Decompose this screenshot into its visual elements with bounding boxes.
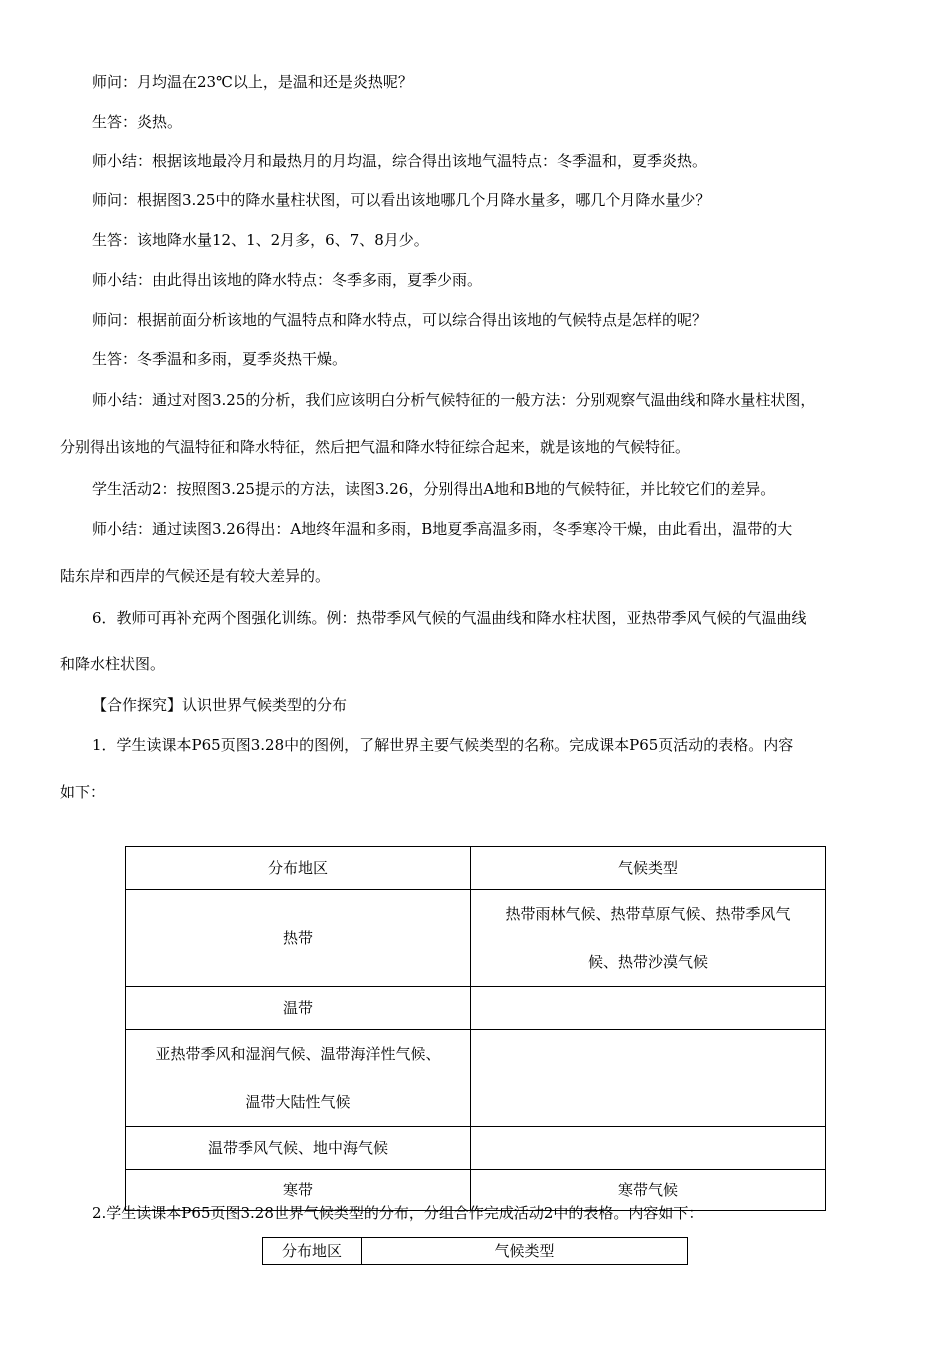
cell-line: 候、热带沙漠气候 [587, 953, 708, 971]
table-header-cell: 气候类型 [362, 1238, 688, 1265]
table-cell: 温带季风气候、地中海气候 [126, 1127, 471, 1170]
table-cell [471, 1030, 826, 1127]
table-cell: 寒带 [126, 1170, 471, 1211]
table-cell [126, 1030, 471, 1127]
paragraph: 师小结：由此得出该地的降水特点：冬季多雨，夏季少雨。 [92, 271, 483, 289]
paragraph: 师问：月均温在23℃以上，是温和还是炎热呢？ [92, 73, 413, 91]
paragraph: 师问：根据图3.25中的降水量柱状图，可以看出该地哪几个月降水量多，哪几个月降水量少？ [92, 191, 711, 209]
table-cell [471, 890, 826, 987]
paragraph: 生答：该地降水量12、1、2月多，6、7、8月少。 [92, 231, 429, 249]
climate-table-2 [262, 1237, 688, 1265]
table-header-cell: 分布地区 [263, 1238, 362, 1265]
table-row [126, 987, 826, 1030]
table-header-cell: 气候类型 [471, 847, 826, 890]
paragraph-continuation: 分别得出该地的气温特征和降水特征，然后把气温和降水特征综合起来，就是该地的气候特征。 [60, 438, 691, 456]
section-heading: 【合作探究】认识世界气候类型的分布 [92, 696, 348, 714]
paragraph: 师问：根据前面分析该地的气温特点和降水特点，可以综合得出该地的气候特点是怎样的呢？ [92, 311, 708, 329]
table-cell: 温带 [126, 987, 471, 1030]
table-header-cell: 分布地区 [126, 847, 471, 890]
paragraph: 2.学生读课本P65页图3.28世界气候类型的分布，分组合作完成活动2中的表格。内容如下： [92, 1204, 704, 1222]
paragraph-continuation: 和降水柱状图。 [60, 655, 166, 673]
table-row [126, 890, 826, 987]
paragraph: 生答：炎热。 [92, 113, 183, 131]
paragraph: 1．学生读课本P65页图3.28中的图例，了解世界主要气候类型的名称。完成课本P65页活动的表格。内容 [92, 736, 794, 754]
table-cell: 热带 [126, 890, 471, 987]
table-header-row [126, 847, 826, 890]
table-cell [471, 987, 826, 1030]
table-header-row [263, 1238, 688, 1265]
cell-line: 温带大陆性气候 [245, 1093, 351, 1111]
paragraph: 师小结：通过对图3.25的分析，我们应该明白分析气候特征的一般方法：分别观察气温曲线和降水量柱状图， [92, 391, 816, 409]
paragraph: 6．教师可再补充两个图强化训练。例：热带季风气候的气温曲线和降水柱状图，亚热带季风气候的气温曲线 [92, 609, 807, 627]
table-cell: 寒带气候 [471, 1170, 826, 1211]
table-cell [471, 1127, 826, 1170]
paragraph-continuation: 如下： [60, 783, 106, 801]
paragraph-continuation: 陆东岸和西岸的气候还是有较大差异的。 [60, 567, 331, 585]
paragraph: 生答：冬季温和多雨，夏季炎热干燥。 [92, 350, 348, 368]
paragraph: 学生活动2：按照图3.25提示的方法，读图3.26，分别得出A地和B地的气候特征，并比较它们的差异。 [92, 480, 776, 498]
paragraph: 师小结：通过读图3.26得出：A地终年温和多雨，B地夏季高温多雨，冬季寒冷干燥，由此看出，温带的大 [92, 520, 793, 538]
cell-line: 热带雨林气候、热带草原气候、热带季风气 [505, 905, 791, 923]
climate-table-1 [125, 846, 826, 1211]
paragraph: 师小结：根据该地最冷月和最热月的月均温，综合得出该地气温特点：冬季温和，夏季炎热。 [92, 152, 708, 170]
table-row [126, 1127, 826, 1170]
cell-line: 亚热带季风和湿润气候、温带海洋性气候、 [155, 1045, 441, 1063]
table-row [126, 1030, 826, 1127]
